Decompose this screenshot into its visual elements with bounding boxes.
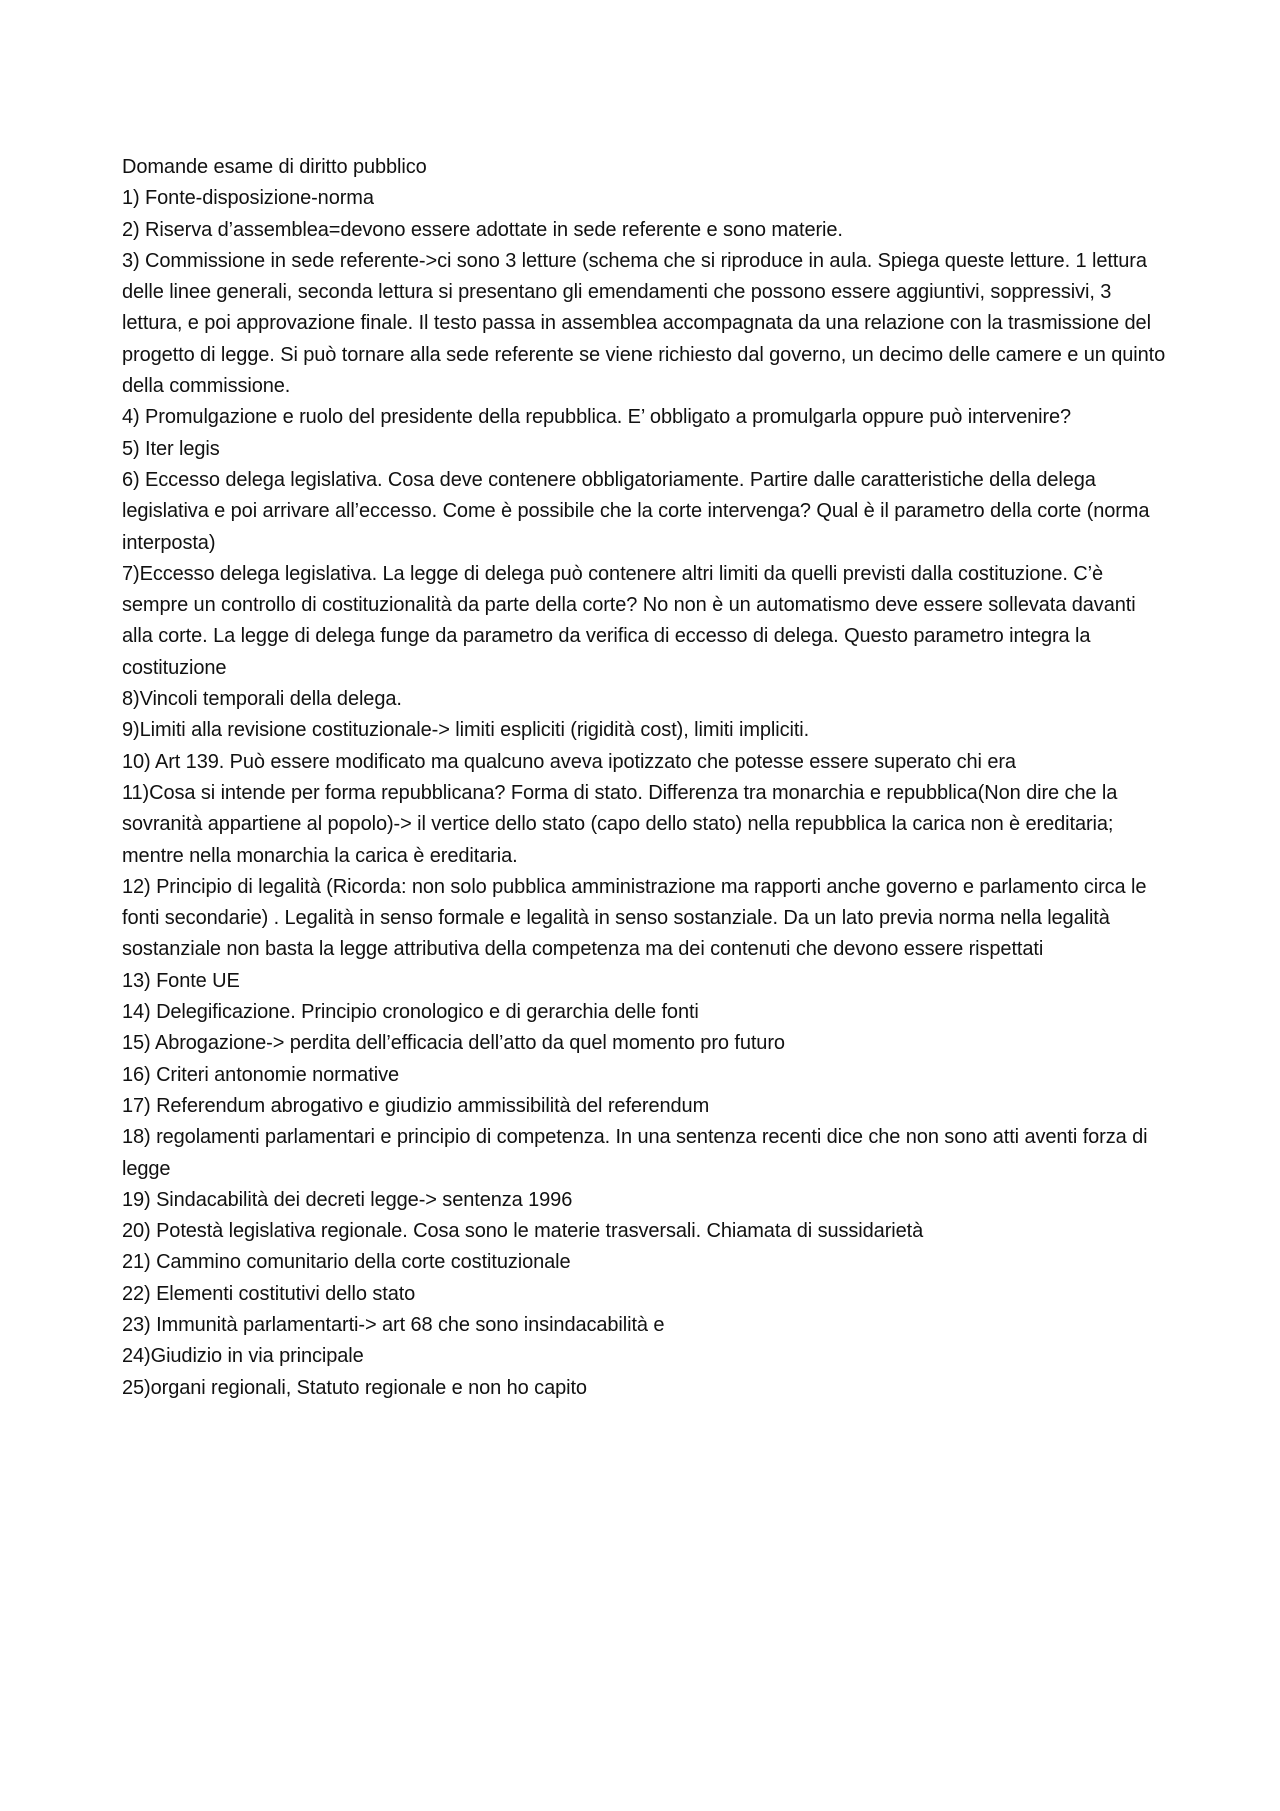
question-22: 22) Elementi costitutivi dello stato — [122, 1282, 416, 1305]
question-7: 7)Eccesso delega legislativa. La legge di delega può contenere altri limiti da quelli previsti dalla costituzione. C’è sempre un controllo di costituzionalità da parte della corte? No non è un automatismo deve essere sollevata davanti alla corte. La legge di delega funge da parametro da verifica di eccesso di delega. Questo parametro integra la costituzione — [122, 562, 1136, 679]
question-16: 16) Criteri antonomie normative — [122, 1063, 400, 1086]
document-body — [122, 152, 1167, 1404]
question-21: 21) Cammino comunitario della corte costituzionale — [122, 1251, 571, 1274]
question-24: 24)Giudizio in via principale — [122, 1345, 364, 1368]
question-3: 3) Commissione in sede referente->ci sono 3 letture (schema che si riproduce in aula. Spiega queste letture. 1 lettura delle linee generali, seconda lettura si presentano gli emendamenti che possono essere aggiuntivi, soppressivi, 3 lettura, e poi approvazione finale. Il testo passa in assemblea accompagnata da una relazione con la trasmissione del progetto di legge. Si può tornare alla sede referente se viene richiesto dal governo, un decimo delle camere e un quinto della commissione. — [122, 249, 1166, 398]
question-9: 9)Limiti alla revisione costituzionale-> limiti espliciti (rigidità cost), limiti impliciti. — [122, 719, 810, 742]
question-19: 19) Sindacabilità dei decreti legge-> sentenza 1996 — [122, 1188, 573, 1211]
question-18: 18) regolamenti parlamentari e principio di competenza. In una sentenza recenti dice che non sono atti aventi forza di legge — [122, 1126, 1148, 1180]
question-8: 8)Vincoli temporali della delega. — [122, 688, 402, 711]
question-10: 10) Art 139. Può essere modificato ma qualcuno aveva ipotizzato che potesse essere superato chi era — [122, 750, 1016, 773]
question-1: 1) Fonte-disposizione-norma — [122, 187, 374, 210]
question-4: 4) Promulgazione e ruolo del presidente della repubblica. E’ obbligato a promulgarla oppure può intervenire? — [122, 406, 1072, 429]
question-11: 11)Cosa si intende per forma repubblicana? Forma di stato. Differenza tra monarchia e repubblica(Non dire che la sovranità appartiene al popolo)-> il vertice dello stato (capo dello stato) nella repubblica la carica non è ereditaria; mentre nella monarchia la carica è ereditaria. — [122, 781, 1118, 867]
question-13: 13) Fonte UE — [122, 969, 240, 992]
question-23: 23) Immunità parlamentarti-> art 68 che sono insindacabilità e — [122, 1313, 665, 1336]
document-title: Domande esame di diritto pubblico — [122, 156, 427, 178]
question-15: 15) Abrogazione-> perdita dell’efficacia dell’atto da quel momento pro futuro — [122, 1032, 785, 1055]
question-17: 17) Referendum abrogativo e giudizio ammissibilità del referendum — [122, 1094, 710, 1117]
question-12: 12) Principio di legalità (Ricorda: non solo pubblica amministrazione ma rapporti anche governo e parlamento circa le fonti secondarie) . Legalità in senso formale e legalità in senso sostanziale. Da un lato previa norma nella legalità sostanziale non basta la legge attributiva della competenza ma dei contenuti che devono essere rispettati — [122, 875, 1147, 961]
question-25: 25)organi regionali, Statuto regionale e non ho capito — [122, 1376, 587, 1399]
question-6: 6) Eccesso delega legislativa. Cosa deve contenere obbligatoriamente. Partire dalle caratteristiche della delega legislativa e poi arrivare all’eccesso. Come è possibile che la corte intervenga? Qual è il parametro della corte (norma interposta) — [122, 468, 1150, 554]
question-14: 14) Delegificazione. Principio cronologico e di gerarchia delle fonti — [122, 1001, 699, 1024]
question-5: 5) Iter legis — [122, 437, 220, 460]
question-20: 20) Potestà legislativa regionale. Cosa sono le materie trasversali. Chiamata di sussidarietà — [122, 1220, 924, 1243]
question-2: 2) Riserva d’assemblea=devono essere adottate in sede referente e sono materie. — [122, 218, 843, 241]
